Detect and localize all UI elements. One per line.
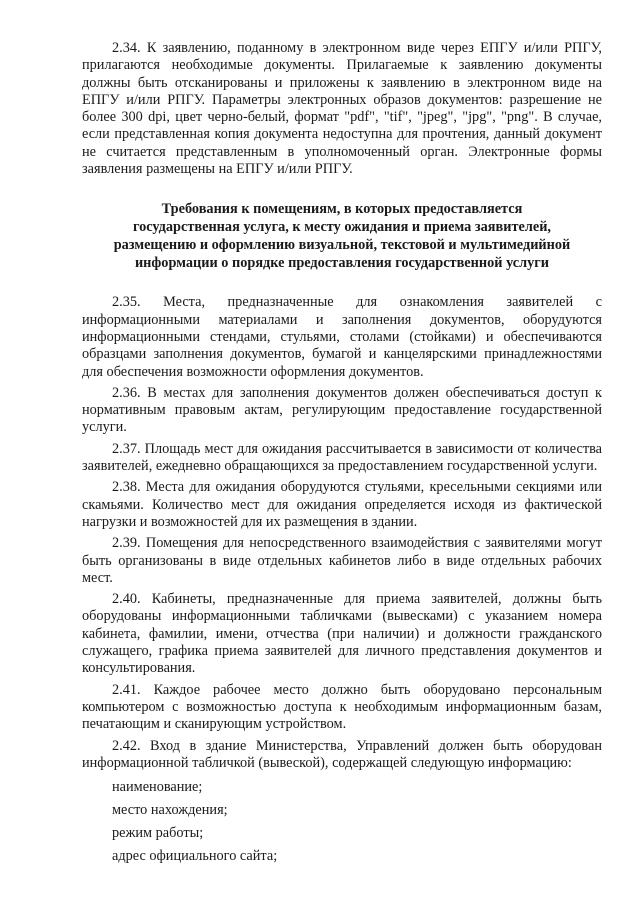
paragraph-2-41: 2.41. Каждое рабочее место должно быть оборудовано персональным компьютером с возможностью доступа к необходимым информационным базам, печатающим и сканирующим устройством. <box>82 681 602 733</box>
paragraph-2-38: 2.38. Места для ожидания оборудуются стульями, кресельными секциями или скамьями. Количество мест для ожидания определяется исходя из фактической нагрузки и возможностей для их размещения в здании. <box>82 479 602 530</box>
paragraph-2-36: 2.36. В местах для заполнения документов должен обеспечиваться доступ к нормативным правовым актам, регулирующим предоставление государственной услуги. <box>82 384 602 436</box>
paragraph-2-42: 2.42. Вход в здание Министерства, Управлений должен быть оборудован информационной табличкой (вывеской), содержащей следующую информацию: <box>82 737 602 771</box>
paragraph-2-37: 2.37. Площадь мест для ожидания рассчитывается в зависимости от количества заявителей, ежедневно обращающихся за предоставлением государственной услуги. <box>82 440 602 475</box>
info-list <box>82 776 602 868</box>
section-heading: Требования к помещениям, в которых предоставляется государственная услуга, к месту ожидания и приема заявителей, размещению и оформлению визуальной, текстовой и мультимедийной информации о порядке предоставления государственной услуги <box>113 201 571 272</box>
paragraph-2-39: 2.39. Помещения для непосредственного взаимодействия с заявителями могут быть организованы в виде отдельных кабинетов либо в виде отдельных рабочих мест. <box>82 535 602 586</box>
list-item: место нахождения; <box>112 802 228 819</box>
paragraph-2-35: 2.35. Места, предназначенные для ознакомления заявителей с информационными материалами и заполнения документов, оборудуются информационными стендами, стульями, столами (стойками) и обеспечиваются образцами заполнения документов, бумагой и канцелярскими принадлежностями для обеспечения возможности оформления документов. <box>82 294 602 380</box>
list-item: наименование; <box>112 779 203 796</box>
paragraph-2-34: 2.34. К заявлению, поданному в электронном виде через ЕПГУ и/или РПГУ, прилагаются необходимые документы. Прилагаемые к заявлению документы должны быть отсканированы и приложены к заявлению в электронном виде на ЕПГУ и/или РПГУ. Параметры электронных образов документов: разрешение не более 300 dpi, цвет черно-белый, формат "pdf", "tif", "jpeg", "jpg", "png". В случае, если представленная копия документа недоступна для прочтения, данный документ не считается представленным в уполномоченный орган. Электронные формы заявления размещены на ЕПГУ и/или РПГУ. <box>82 40 602 178</box>
list-item: адрес официального сайта; <box>112 848 278 865</box>
page-content <box>82 40 602 868</box>
paragraph-2-40: 2.40. Кабинеты, предназначенные для приема заявителей, должны быть оборудованы информационными табличками (вывесками) с указанием номера кабинета, фамилии, имени, отчества (при наличии) и должности гражданского служащего, графика приема заявителей для личного представления документов и консультирования. <box>82 591 602 677</box>
list-item: режим работы; <box>112 825 204 842</box>
